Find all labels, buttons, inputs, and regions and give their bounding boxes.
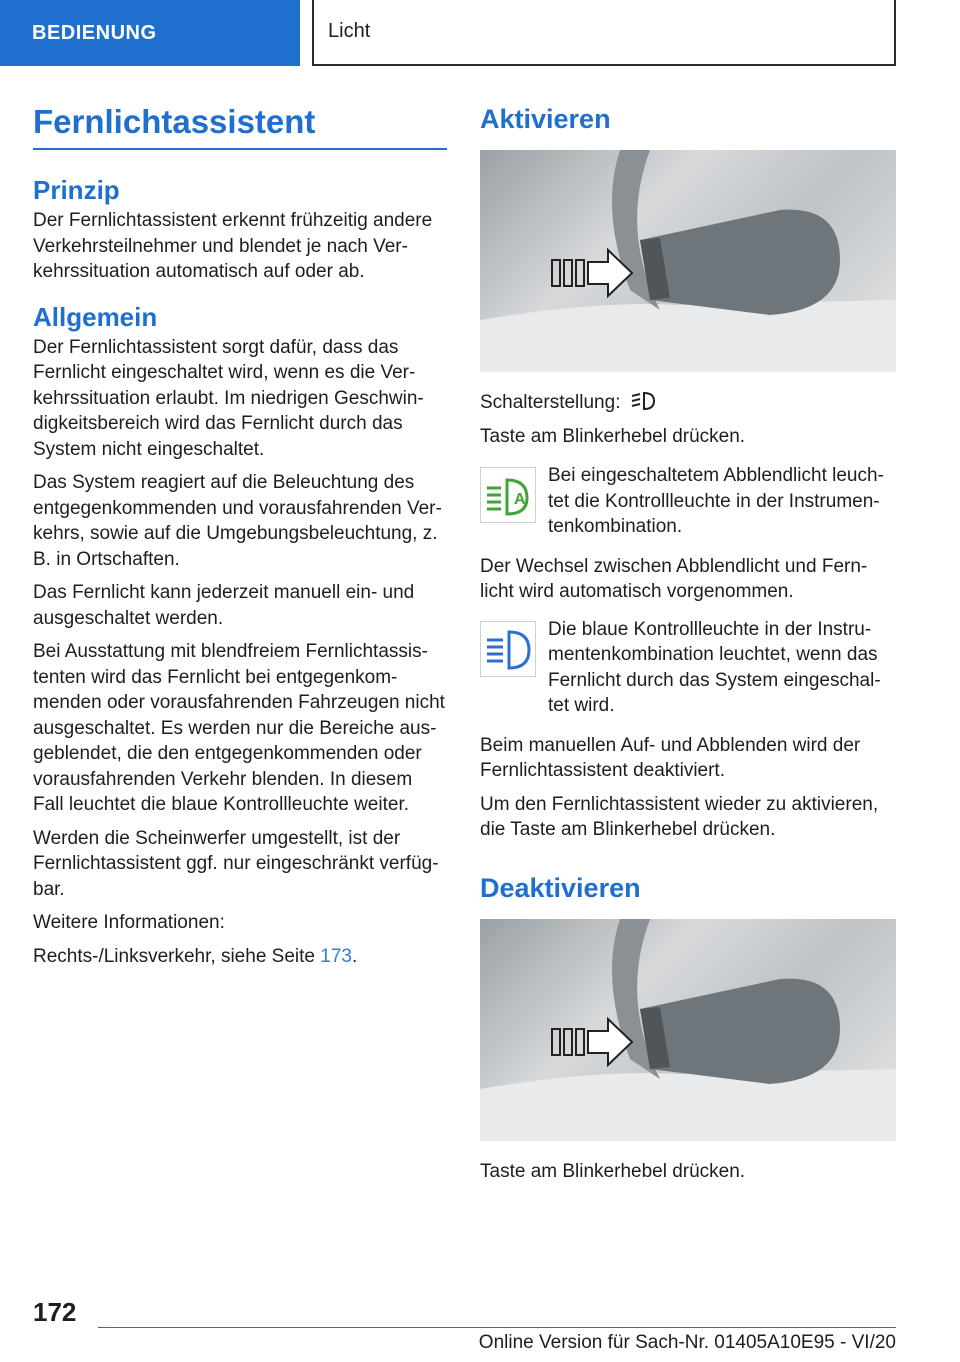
text-reactivate: Um den Fernlichtassistent wieder zu aktivieren, die Taste am Blinkerhebel drücken.	[480, 793, 879, 840]
heading-aktivieren: Aktivieren	[480, 104, 611, 134]
right-column	[480, 100, 896, 1192]
section-tab: BEDIENUNG	[0, 0, 300, 66]
note-high-beam	[480, 617, 896, 719]
allgemein-paragraph: Bei Ausstattung mit blendfreiem Fernlichtassis-tenten wird das Fernlicht bei entgegenkom-menden oder vorausfahrenden Fahrzeugen nicht ausgeschaltet. Es werden nur die Bereiche aus-geblendet, die den entgegenkommenden oder vorausfahrenden Verkehr blenden. In diesem Fall leuchtet die blaue Kontrollleuchte weiter.	[33, 641, 445, 815]
heading-allgemein: Allgemein	[33, 301, 158, 332]
reference-suffix: .	[351, 945, 358, 967]
deaktivieren-step: Taste am Blinkerhebel drücken.	[480, 1160, 746, 1182]
text-manual: Beim manuellen Auf- und Abblenden wird der Fernlichtassistent deaktiviert.	[480, 734, 861, 781]
lever-illustration	[480, 150, 896, 372]
low-beam-assist-icon	[481, 468, 535, 522]
heading-prinzip: Prinzip	[33, 175, 120, 205]
turn-signal-lever-image	[480, 150, 896, 372]
allgemein-paragraph: Werden die Scheinwerfer umgestellt, ist der Fernlichtassistent ggf. nur eingeschränkt verfüg-bar.	[33, 827, 439, 900]
page-title: Fernlichtassistent	[33, 100, 447, 150]
note-low-beam	[480, 463, 896, 540]
page-number: 172	[33, 1297, 77, 1327]
reference-text: Rechts-/Linksverkehr, siehe Seite	[33, 945, 321, 967]
svg-text:A: A	[514, 491, 526, 508]
high-beam-icon	[481, 622, 535, 676]
note-blue-text: Die blaue Kontrollleuchte in der Instru-mentenkombination leuchtet, wenn das Fernlicht durch das System eingeschal-tet wird.	[548, 618, 881, 716]
allgemein-paragraph: Das Fernlicht kann jederzeit manuell ein- und ausgeschaltet werden.	[33, 582, 415, 629]
page-reference	[33, 944, 447, 970]
switch-position-label: Schalterstellung:	[480, 392, 621, 413]
chapter-tab: Licht	[312, 0, 896, 66]
allgemein-paragraph: Weitere Informationen:	[33, 912, 225, 933]
blue-indicator-icon-box	[480, 621, 536, 677]
footer-divider	[98, 1327, 896, 1328]
page-link[interactable]: 173	[320, 945, 352, 967]
allgemein-paragraph: Das System reagiert auf die Beleuchtung des entgegenkommenden und vorausfahrenden Ver-kehrs, sowie auf die Umgebungsbeleuchtung, z. B. in Ortschaften.	[33, 472, 442, 570]
lever-illustration-2	[480, 919, 896, 1141]
switch-position	[480, 390, 896, 416]
allgemein-paragraph: Der Fernlichtassistent sorgt dafür, dass das Fernlicht eingeschaltet wird, wenn es die Ver-kehrssituation erlaubt. Im niedrigen Geschwin-digkeitsbereich wird das Fernlicht durch das System nicht eingeschaltet.	[33, 336, 424, 460]
turn-signal-lever-image-2	[480, 919, 896, 1141]
text-change: Der Wechsel zwischen Abblendlicht und Fern-licht wird automatisch vorgenommen.	[480, 555, 868, 602]
aktivieren-step: Taste am Blinkerhebel drücken.	[480, 425, 746, 447]
online-version-text: Online Version für Sach-Nr. 01405A10E95 - VI/20	[478, 1332, 896, 1353]
heading-deaktivieren: Deaktivieren	[480, 872, 641, 903]
green-indicator-icon-box	[480, 467, 536, 523]
prinzip-text: Der Fernlichtassistent erkennt frühzeitig andere Verkehrsteilnehmer und blendet je nach Ver-kehrssituation automatisch auf oder ab.	[33, 210, 433, 282]
note-green-text: Bei eingeschaltetem Abblendlicht leuch-tet die Kontrollleuchte in der Instrumen-tenkombination.	[548, 465, 884, 537]
left-column	[33, 100, 447, 977]
auto-high-beam-icon	[630, 390, 656, 412]
